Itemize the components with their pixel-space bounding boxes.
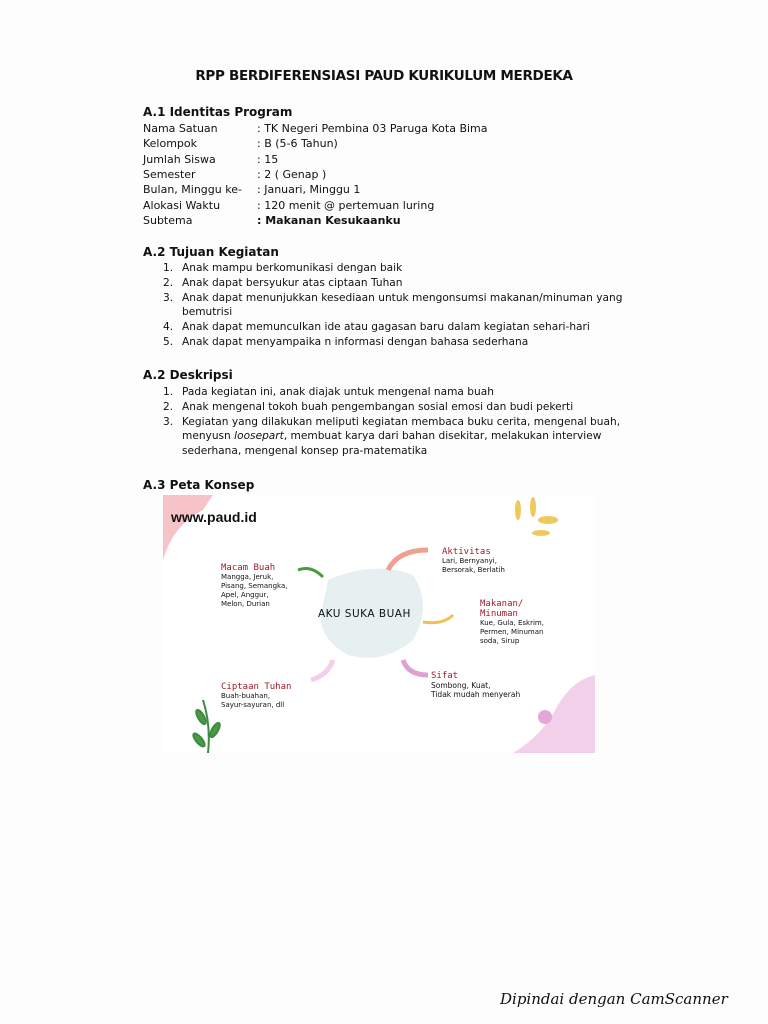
node-text: Lari, Bernyanyi, <box>442 557 497 565</box>
center-topic: AKU SUKA BUAH <box>318 608 411 620</box>
node-makanan-minuman <box>480 599 544 646</box>
identity-value: : TK Negeri Pembina 03 Paruga Kota Bima <box>257 122 488 135</box>
node-macam-buah <box>221 563 287 609</box>
item-text: Anak dapat menunjukkan kesediaan untuk mengonsumsi makanan/minuman yang <box>182 292 623 304</box>
node-heading: Sifat <box>431 671 459 681</box>
corner-decoration <box>513 675 595 753</box>
node-heading: Macam Buah <box>221 563 276 573</box>
section-identitas-heading: A.1 Identitas Program <box>143 105 293 119</box>
node-text: Tidak mudah menyerah <box>431 690 521 699</box>
item-number: 1. <box>163 386 174 398</box>
arrow-makanan-icon <box>423 615 453 623</box>
node-text: Buah-buahan, <box>221 692 271 700</box>
node-text: Mangga, Jeruk, <box>221 573 274 581</box>
node-heading: Makanan/ <box>480 599 524 609</box>
splash-decoration <box>515 497 558 536</box>
identity-value: : B (5-6 Tahun) <box>257 137 338 151</box>
leaf-decoration <box>192 700 222 753</box>
identity-value: : 2 ( Genap ) <box>257 167 327 181</box>
node-ciptaan-tuhan <box>221 682 291 710</box>
node-text: Bersorak, Berlatih <box>442 566 505 574</box>
item-text: Anak dapat bersyukur atas ciptaan Tuhan <box>182 277 403 289</box>
concept-map <box>163 495 595 753</box>
node-heading: Minuman <box>480 609 518 619</box>
node-sifat <box>431 671 520 699</box>
item-number: 3. <box>163 292 174 304</box>
item-text: Anak dapat memunculkan ide atau gagasan baru dalam kegiatan sehari-hari <box>182 321 590 333</box>
corner-decoration <box>163 495 213 560</box>
node-text: Apel, Anggur, <box>221 591 269 599</box>
identity-value: : Makanan Kesukaanku <box>257 213 401 227</box>
section-deskripsi-heading: A.2 Deskripsi <box>143 368 233 382</box>
item-text: Kegiatan yang dilakukan meliputi kegiatan membaca buku cerita, mengenal buah, <box>182 416 621 428</box>
arrow-sifat-icon <box>403 660 428 675</box>
identity-label: Nama Satuan <box>143 122 218 135</box>
document-title: RPP BERDIFERENSIASI PAUD KURIKULUM MERDEKA <box>195 68 573 84</box>
section-tujuan-heading: A.2 Tujuan Kegiatan <box>143 245 279 259</box>
identity-label: Semester <box>143 167 196 181</box>
item-text-cont: bemutrisi <box>182 306 233 318</box>
text-italic: loosepart <box>234 430 284 442</box>
site-logo-text: www.paud.id <box>171 509 257 525</box>
item-text: Anak dapat menyampaika n informasi dengan bahasa sederhana <box>182 336 529 348</box>
node-text: Sayur-sayuran, dll <box>221 701 285 709</box>
identity-label: Alokasi Waktu <box>143 198 221 212</box>
dot-decoration <box>538 710 552 724</box>
arrow-aktivitas-icon <box>388 550 428 570</box>
identity-value: : 15 <box>257 152 279 166</box>
node-heading: Ciptaan Tuhan <box>221 682 292 692</box>
node-text: Permen, Minuman <box>480 628 544 636</box>
node-aktivitas <box>442 547 505 575</box>
item-text: Anak mengenal tokoh buah pengembangan sosial emosi dan budi pekerti <box>182 401 574 413</box>
item-number: 2. <box>163 401 174 413</box>
item-number: 5. <box>163 336 174 348</box>
text-part: , membuat karya dari bahan disekitar, melakukan interview <box>283 430 602 442</box>
item-text: Anak mampu berkomunikasi dengan baik <box>182 262 403 274</box>
item-number: 1. <box>163 262 174 274</box>
item-text: Pada kegiatan ini, anak diajak untuk mengenal nama buah <box>182 386 494 398</box>
item-number: 4. <box>163 321 174 333</box>
identity-value: : Januari, Minggu 1 <box>257 183 361 197</box>
section-peta-heading: A.3 Peta Konsep <box>143 478 255 492</box>
item-number: 3. <box>163 416 174 428</box>
arrow-ciptaan-icon <box>311 660 333 680</box>
item-text-cont <box>182 430 601 442</box>
node-text: Pisang, Semangka, <box>221 582 288 590</box>
node-text: Kue, Gula, Eskrim, <box>480 619 544 627</box>
item-number: 2. <box>163 277 174 289</box>
identity-value: : 120 menit @ pertemuan luring <box>257 198 435 212</box>
node-text: Melon, Durian <box>221 600 270 608</box>
node-heading: Aktivitas <box>442 547 491 557</box>
text-part: menyusn <box>182 430 235 442</box>
camscanner-watermark: Dipindai dengan CamScanner <box>500 990 728 1008</box>
identity-label: Jumlah Siswa <box>143 152 216 166</box>
item-text-cont: sederhana, mengenal konsep pra-matematika <box>182 445 428 457</box>
node-text: Sombong, Kuat, <box>431 681 491 690</box>
identity-label: Subtema <box>143 213 193 227</box>
identity-label: Kelompok <box>143 137 198 151</box>
node-text: soda, Sirup <box>480 637 520 645</box>
arrow-macam-icon <box>298 569 323 577</box>
identity-label: Bulan, Minggu ke- <box>143 183 242 197</box>
